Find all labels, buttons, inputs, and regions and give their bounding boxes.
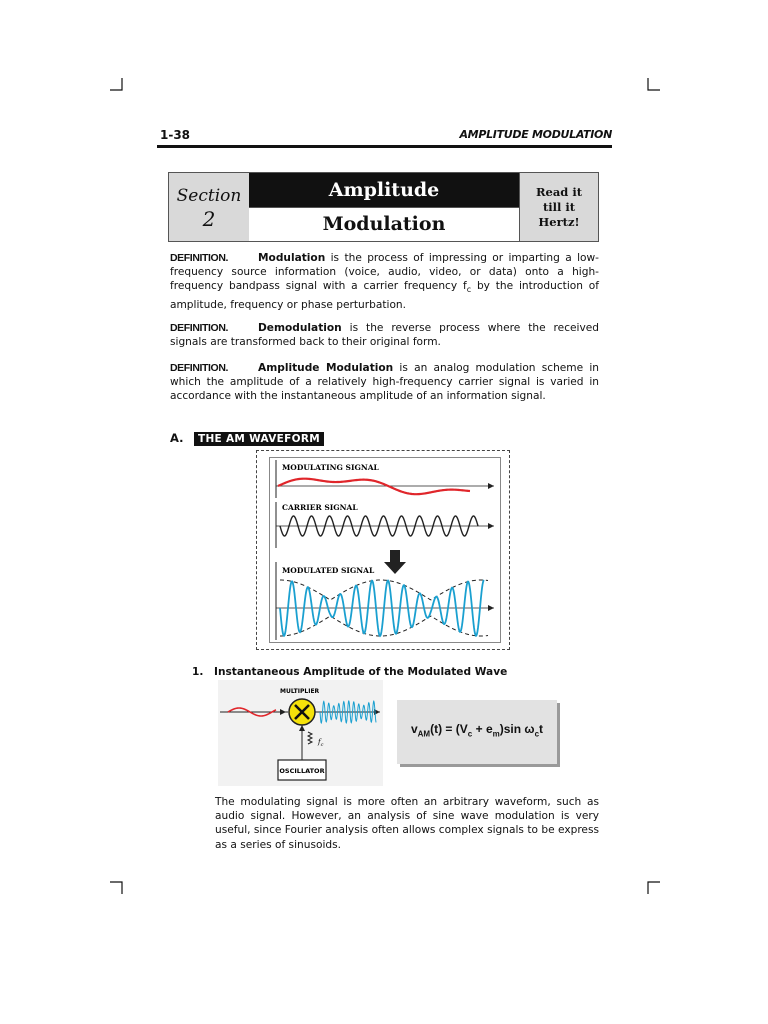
definition-term: Modulation [258, 252, 326, 264]
carrier-signal-label: CARRIER SIGNAL [282, 503, 358, 512]
am-waveform-svg [270, 458, 500, 642]
am-waveform-figure [256, 450, 510, 650]
definition-term: Amplitude Modulation [258, 362, 394, 374]
formula-omega-sub: c [534, 729, 540, 739]
crop-mark-bottom-right [646, 880, 660, 894]
carrier-axis-arrow [488, 523, 494, 529]
definition-label: DEFINITION. [170, 362, 229, 374]
subsection-1-title: Instantaneous Amplitude of the Modulated Wave [214, 666, 508, 678]
running-title: AMPLITUDE MODULATION [459, 128, 612, 141]
crop-mark-top-right [646, 78, 660, 92]
header-rule [157, 145, 612, 148]
definition-amplitude-modulation [170, 361, 599, 404]
formula-v-sub: AM [417, 729, 431, 739]
section-a-label: THE AM WAVEFORM [194, 432, 324, 446]
am-waveform-panel [269, 457, 501, 643]
formula-vc-sub: c [467, 729, 473, 739]
fc-label: $f_c$ [318, 738, 324, 748]
modulated-signal-label: MODULATED SIGNAL [282, 566, 375, 575]
modulating-axis-arrow [488, 483, 494, 489]
aside-line2: till it [542, 200, 576, 214]
definition-text-end: by the introduction of amplitude, frequency or phase perturbation. [170, 280, 599, 311]
crop-mark-bottom-left [110, 880, 124, 894]
formula-close: )sin [499, 722, 525, 736]
modulating-signal-label: MODULATING SIGNAL [282, 463, 379, 472]
am-formula-box [397, 700, 557, 764]
formula-em-sub: m [492, 729, 500, 739]
definition-text: is the process of impressing or imparting a low-frequency source information (voice, audio, video, or data) onto a high-frequency bandpass signal with a carrier frequency f [170, 252, 599, 293]
section-title-line1: Amplitude [249, 173, 519, 207]
formula-omega: ω [524, 722, 535, 736]
section-title-line2: Modulation [249, 207, 519, 241]
definition-subscript: c [466, 285, 472, 295]
crop-mark-top-left [110, 78, 124, 92]
definition-label: DEFINITION. [170, 252, 229, 264]
subsection-1-number: 1. [192, 666, 204, 678]
subsection-1-heading [192, 666, 507, 678]
oscillator-label: OSCILLATOR [279, 767, 325, 775]
definition-demodulation [170, 321, 599, 349]
section-number: 2 [202, 207, 216, 231]
page-header [160, 128, 612, 146]
formula-t-part: (t) = ( [430, 722, 460, 736]
formula-em: e [485, 722, 493, 736]
definition-label: DEFINITION. [170, 322, 229, 334]
modulating-signal-wave [278, 479, 470, 495]
aside-line1: Read it [535, 185, 583, 199]
section-banner [168, 172, 599, 242]
section-aside [519, 173, 598, 241]
multiplier-label: MULTIPLIER [280, 688, 320, 695]
formula-plus: + [472, 722, 486, 736]
multiplier-svg [218, 680, 383, 786]
down-arrow-icon [384, 550, 406, 574]
definition-text: is an analog modulation scheme in which the amplitude of a relatively high-frequency carrier signal is varied in accordance with the instantaneous amplitude of an information signal. [170, 362, 600, 403]
formula-vc: V [459, 722, 468, 736]
am-formula [397, 722, 557, 738]
section-a-heading [170, 427, 324, 445]
multiplier-diagram [218, 680, 383, 786]
formula-v: v [410, 722, 418, 736]
closing-paragraph: The modulating signal is more often an arbitrary waveform, such as audio signal. However, an analysis of sine wave modulation is very useful, since Fourier analysis often allows complex signals to be express as a series of sinusoids. [215, 796, 599, 851]
definition-text: is the reverse process where the received signals are transformed back to their original form. [170, 322, 599, 349]
formula-t-end: t [539, 722, 544, 736]
section-number-panel [169, 173, 250, 241]
modulated-axis-arrow [488, 605, 494, 611]
definition-modulation [170, 251, 599, 312]
aside-line3: Hertz! [538, 215, 580, 229]
page-number: 1-38 [160, 128, 191, 142]
definition-term: Demodulation [258, 322, 342, 334]
section-a-letter: A. [170, 431, 184, 445]
section-word: Section [176, 186, 242, 206]
